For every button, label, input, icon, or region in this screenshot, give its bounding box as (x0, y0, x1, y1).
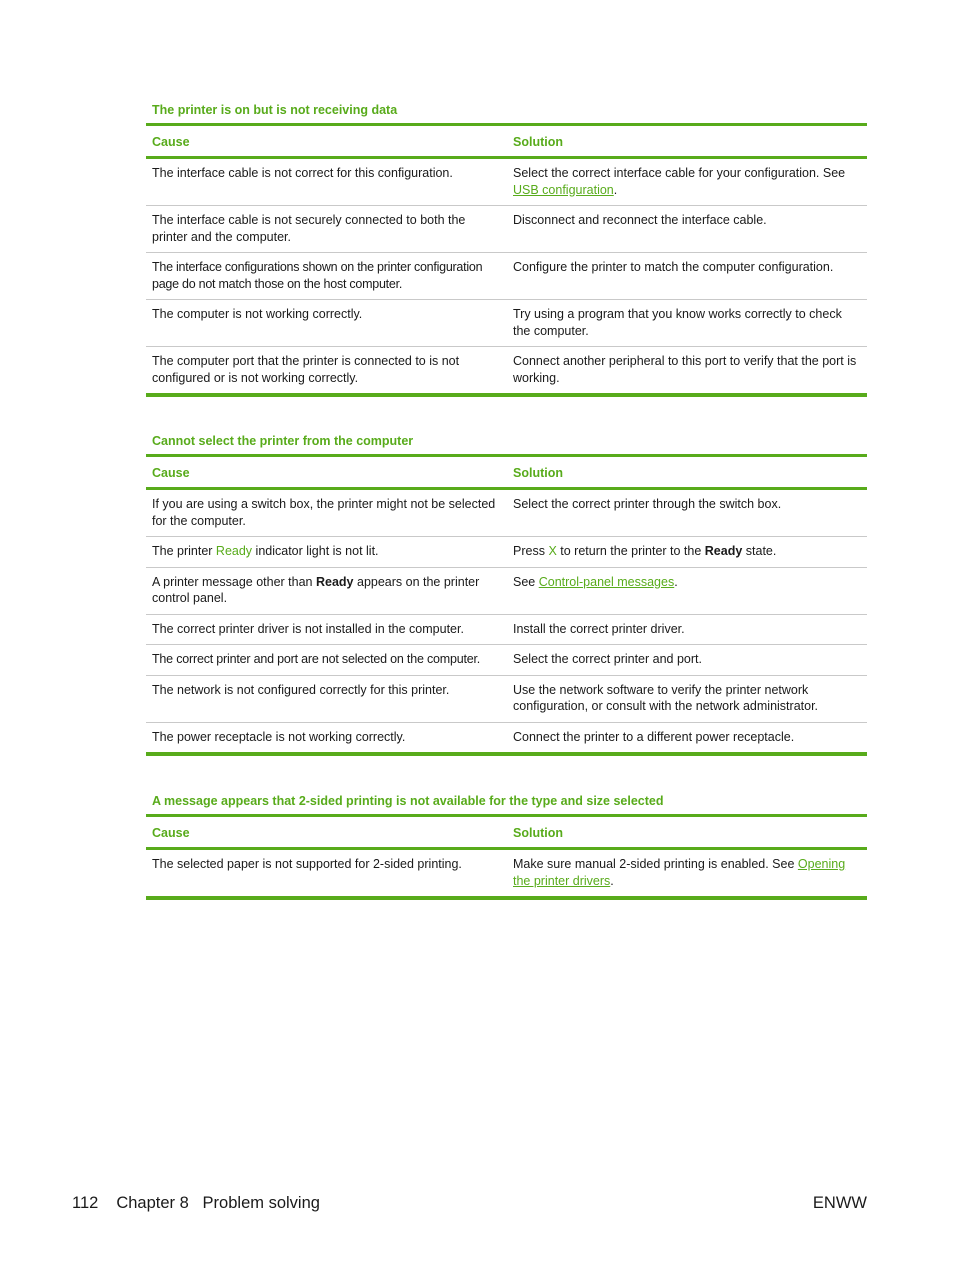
cause-text: A printer message other than (152, 574, 316, 589)
ready-message-label: Ready (315, 574, 354, 589)
table-row (146, 614, 867, 645)
solution-cell (507, 849, 867, 899)
cause-header: Cause (146, 816, 507, 849)
section-2-sided-not-available (146, 792, 867, 900)
table-row (146, 567, 867, 614)
ready-indicator-label: Ready (215, 544, 253, 558)
cause-text-end: appears on the printer control panel. (152, 574, 480, 605)
cause-text-end: indicator light is not lit. (252, 544, 379, 558)
solution-cell: Use the network software to verify the printer network configuration, or consult with the network administrator. (507, 675, 867, 722)
solution-cell: Configure the printer to match the computer configuration. (507, 253, 867, 300)
cause-cell: The correct printer driver is not installed in the computer. (146, 614, 507, 645)
section-title: The printer is on but is not receiving data (152, 103, 398, 117)
footer-left (72, 1191, 320, 1215)
table-row (146, 537, 867, 568)
cause-cell: The network is not configured correctly for this printer. (146, 675, 507, 722)
troubleshooting-table (146, 454, 867, 756)
solution-text: Select the correct interface cable for your configuration. See (513, 166, 846, 180)
table-row (146, 849, 867, 899)
table-row (146, 158, 867, 206)
usb-configuration-link[interactable]: USB configuration (513, 182, 614, 197)
solution-cell (507, 537, 867, 568)
cause-cell (146, 537, 507, 568)
cause-cell: The interface configurations shown on the printer configuration page do not match those on the host computer. (146, 253, 507, 300)
table-row (146, 722, 867, 754)
page-number: 112 (72, 1194, 99, 1212)
table-header-row (146, 456, 867, 489)
solution-cell (507, 567, 867, 614)
chapter-title: Problem solving (202, 1194, 320, 1212)
table-row (146, 489, 867, 537)
cause-cell: The correct printer and port are not selected on the computer. (146, 645, 507, 676)
cause-cell: The interface cable is not correct for this configuration. (146, 158, 507, 206)
cause-cell: The interface cable is not securely connected to both the printer and the computer. (146, 206, 507, 253)
table-row (146, 675, 867, 722)
section-not-receiving-data (146, 101, 867, 397)
table-row (146, 347, 867, 396)
solution-header: Solution (507, 125, 867, 158)
cause-header: Cause (146, 456, 507, 489)
solution-cell: Try using a program that you know works correctly to check the computer. (507, 300, 867, 347)
table-header-row (146, 125, 867, 158)
cause-cell (146, 567, 507, 614)
footer-edition: ENWW (812, 1194, 867, 1212)
solution-header: Solution (507, 816, 867, 849)
table-row (146, 206, 867, 253)
cause-cell: If you are using a switch box, the printer might not be selected for the computer. (146, 489, 507, 537)
table-row (146, 253, 867, 300)
cancel-button-label: X (548, 544, 557, 558)
section-title: Cannot select the printer from the computer (152, 434, 414, 448)
solution-text-end: . (613, 182, 618, 197)
troubleshooting-table (146, 123, 867, 397)
solution-text: See (513, 574, 539, 589)
cause-header: Cause (146, 125, 507, 158)
solution-cell: Connect the printer to a different power receptacle. (507, 722, 867, 754)
chapter-label: Chapter 8 (116, 1194, 189, 1212)
cause-cell: The computer port that the printer is connected to is not configured or is not working correctly. (146, 347, 507, 396)
table-header-row (146, 816, 867, 849)
solution-text-end: state. (742, 544, 777, 558)
solution-cell: Select the correct printer and port. (507, 645, 867, 676)
solution-text-mid: to return the printer to the (556, 544, 705, 558)
troubleshooting-table (146, 814, 867, 900)
opening-printer-drivers-link[interactable]: Opening the printer drivers (513, 857, 846, 888)
solution-cell: Disconnect and reconnect the interface cable. (507, 206, 867, 253)
solution-text: Make sure manual 2-sided printing is enabled. See (513, 857, 798, 871)
solution-cell: Install the correct printer driver. (507, 614, 867, 645)
table-row (146, 645, 867, 676)
cause-text: The printer (152, 544, 216, 558)
solution-text-end: . (674, 574, 678, 589)
solution-text-end: . (610, 873, 614, 888)
page-footer (72, 1191, 867, 1215)
solution-text: Press (513, 544, 549, 558)
solution-cell (507, 158, 867, 206)
solution-cell: Select the correct printer through the switch box. (507, 489, 867, 537)
control-panel-messages-link[interactable]: Control-panel messages (538, 574, 675, 589)
section-cannot-select-printer (146, 432, 867, 756)
cause-cell: The power receptacle is not working correctly. (146, 722, 507, 754)
ready-state-label: Ready (704, 544, 743, 558)
solution-header: Solution (507, 456, 867, 489)
solution-cell: Connect another peripheral to this port to verify that the port is working. (507, 347, 867, 396)
section-title: A message appears that 2-sided printing is not available for the type and size selected (152, 794, 664, 808)
table-row (146, 300, 867, 347)
cause-cell: The computer is not working correctly. (146, 300, 507, 347)
cause-cell: The selected paper is not supported for 2-sided printing. (146, 849, 507, 899)
